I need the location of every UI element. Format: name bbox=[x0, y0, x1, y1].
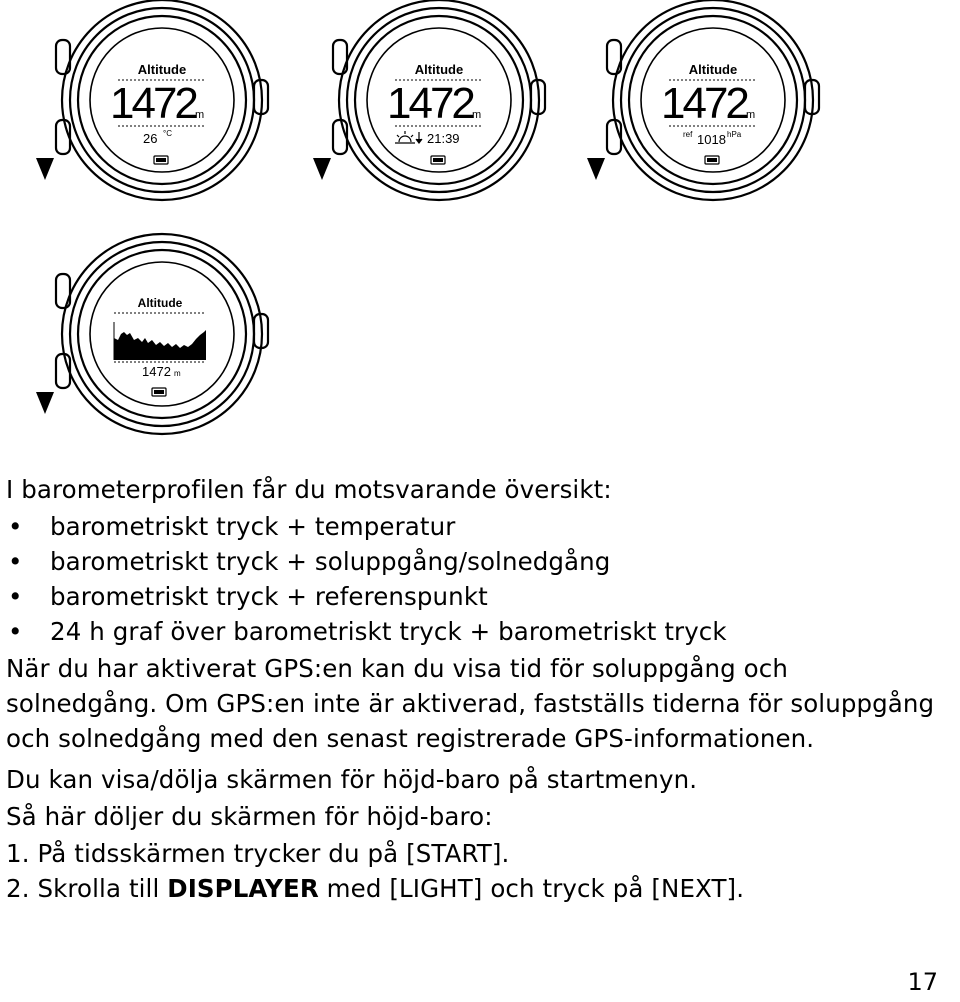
list-item: • barometriskt tryck + temperatur bbox=[6, 509, 946, 544]
battery-icon bbox=[705, 156, 719, 164]
temperature-unit: °C bbox=[163, 129, 172, 138]
battery-icon bbox=[431, 156, 445, 164]
howto-title: Så här döljer du skärmen för höjd-baro: bbox=[6, 802, 493, 831]
watch-graph bbox=[50, 234, 276, 446]
step-text: På tidsskärmen trycker du på [START]. bbox=[37, 839, 510, 868]
watch-sunset bbox=[327, 0, 553, 212]
profile-list bbox=[6, 509, 946, 649]
watch-title: Altitude bbox=[137, 62, 187, 77]
step-text-pre: Skrolla till bbox=[37, 874, 168, 903]
watch-title: Altitude bbox=[137, 296, 183, 310]
list-item: • barometriskt tryck + referenspunkt bbox=[6, 579, 946, 614]
reference-prefix: ref bbox=[683, 130, 693, 139]
temperature-value: 26 bbox=[143, 131, 158, 146]
next-arrow-icon bbox=[36, 392, 54, 414]
altitude-unit: m bbox=[746, 109, 756, 121]
altitude-graph bbox=[114, 322, 206, 360]
altitude-value: 1472 bbox=[142, 364, 171, 379]
step-number: 2. bbox=[6, 874, 30, 903]
step-item bbox=[6, 871, 946, 906]
next-arrow-icon bbox=[587, 158, 605, 180]
altitude-unit: m bbox=[174, 369, 181, 378]
menu-paragraph: Du kan visa/dölja skärmen för höjd-baro på startmenyn. bbox=[6, 765, 698, 794]
body-text bbox=[6, 472, 946, 906]
sunset-time: 21:39 bbox=[427, 131, 460, 146]
intro-text: I barometerprofilen får du motsvarande översikt: bbox=[6, 475, 612, 504]
battery-icon bbox=[154, 156, 168, 164]
step-item bbox=[6, 836, 946, 871]
reference-unit: hPa bbox=[727, 130, 742, 139]
gps-paragraph: När du har aktiverat GPS:en kan du visa tid för soluppgång och solnedgång. Om GPS:en inte är aktiverad, fastställs tiderna för soluppgång och solnedgång med den senast registrerade GPS-informationen. bbox=[6, 654, 935, 753]
step-text-bold: DISPLAYER bbox=[167, 874, 319, 903]
altitude-unit: m bbox=[195, 109, 205, 121]
sunset-icon bbox=[395, 131, 422, 143]
watch-reference bbox=[601, 0, 827, 212]
list-item: • barometriskt tryck + soluppgång/solnedgång bbox=[6, 544, 946, 579]
page-number: 17 bbox=[907, 968, 938, 996]
altitude-value: 1472 bbox=[387, 79, 473, 128]
next-arrow-icon bbox=[313, 158, 331, 180]
step-number: 1. bbox=[6, 839, 30, 868]
altitude-value: 1472 bbox=[110, 79, 196, 128]
battery-icon bbox=[152, 388, 166, 396]
list-item: • 24 h graf över barometriskt tryck + barometriskt tryck bbox=[6, 614, 946, 649]
steps-list bbox=[6, 836, 946, 906]
reference-pressure: 1018 bbox=[697, 132, 726, 147]
next-arrow-icon bbox=[36, 158, 54, 180]
altitude-value: 1472 bbox=[661, 79, 747, 128]
watch-title: Altitude bbox=[414, 62, 464, 77]
altitude-unit: m bbox=[472, 109, 482, 121]
watch-temperature bbox=[50, 0, 276, 212]
step-text-post: med [LIGHT] och tryck på [NEXT]. bbox=[318, 874, 745, 903]
watch-title: Altitude bbox=[688, 62, 738, 77]
